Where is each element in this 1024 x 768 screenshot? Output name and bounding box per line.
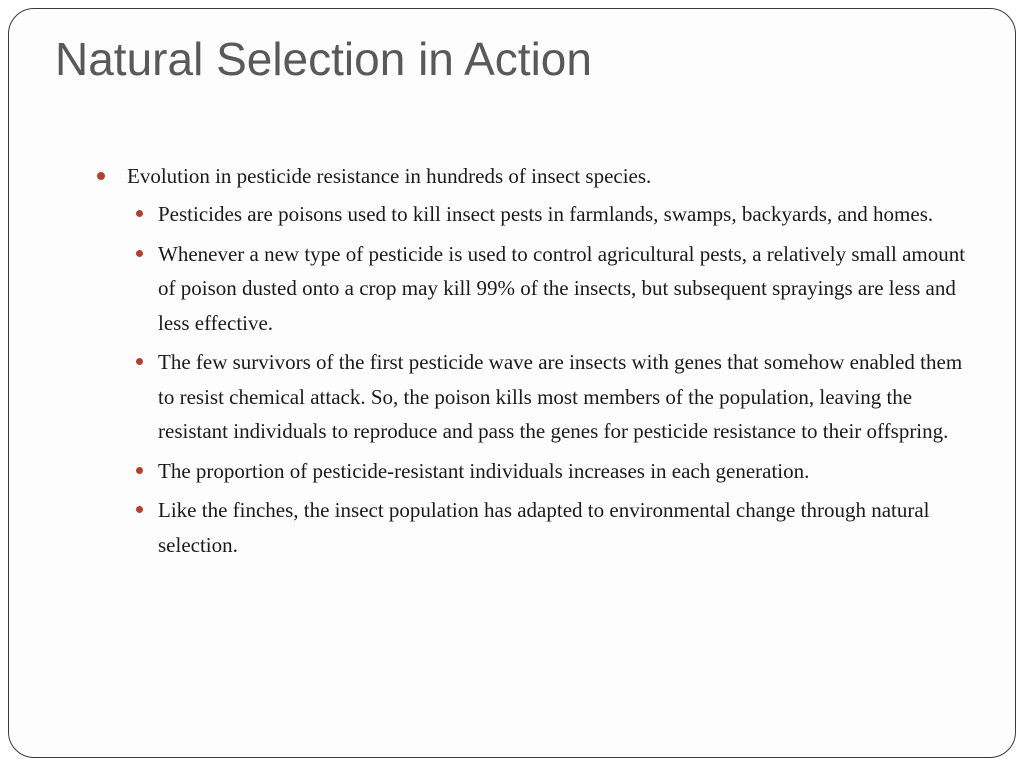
sub-bullet-item [127,197,975,232]
sub-bullet-text: Like the finches, the insect population has adapted to environmental change through natural selection. [158,498,930,557]
sub-bullet-text: The proportion of pesticide-resistant individuals increases in each generation. [158,458,810,483]
sub-bullet-dot-icon [136,250,143,257]
bullet-item [95,159,975,562]
bullet-list [95,159,975,562]
sub-bullet-dot-icon [136,506,143,513]
sub-bullet-list [127,197,975,562]
bullet-dot-icon [97,172,105,180]
slide-content [95,159,975,567]
bullet-text: Evolution in pesticide resistance in hundreds of insect species. [127,164,652,188]
sub-bullet-text: Pesticides are poisons used to kill insect pests in farmlands, swamps, backyards, and homes. [158,202,934,226]
sub-bullet-item [127,493,975,562]
sub-bullet-item [127,237,975,341]
sub-bullet-text: Whenever a new type of pesticide is used to control agricultural pests, a relatively small amount of poison dusted onto a crop may kill 99% of the insects, but subsequent sprayings are less and less effective. [158,241,966,335]
sub-bullet-dot-icon [136,467,143,474]
sub-bullet-text: The few survivors of the first pesticide wave are insects with genes that somehow enabled them to resist chemical attack. So, the poison kills most members of the population, leaving the resistant individuals to reproduce and pass the genes for pesticide resistance to their offspring. [158,350,963,443]
sub-bullet-dot-icon [136,358,143,365]
sub-bullet-item [127,345,975,449]
slide-frame [8,8,1016,758]
slide-title: Natural Selection in Action [55,33,592,85]
sub-bullet-dot-icon [136,210,143,217]
sub-bullet-item [127,454,975,489]
